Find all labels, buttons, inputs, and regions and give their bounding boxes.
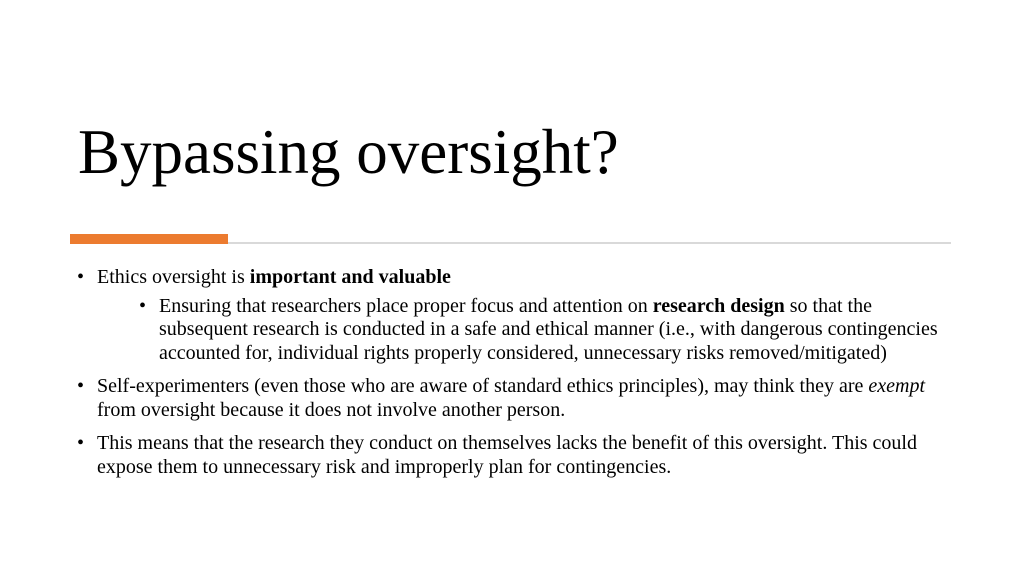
bullet-text-after: from oversight because it does not involve another person. bbox=[97, 398, 566, 421]
sub-bullet-text-after: so that the subsequent research is conducted in a safe and ethical manner (i.e., with dangerous contingencies accounted for, individual rights properly considered, unnecessary risks removed/mitigated) bbox=[159, 294, 938, 364]
bullet-bold-text: important and valuable bbox=[249, 266, 451, 288]
bullet-dot: • bbox=[77, 375, 85, 397]
sub-bullet-bold-text: research design bbox=[652, 294, 785, 317]
bullet-self-experimenters bbox=[74, 375, 954, 422]
slide-title: Bypassing oversight? bbox=[78, 117, 619, 187]
bullet-dot: • bbox=[77, 432, 85, 454]
bullet-list bbox=[74, 266, 954, 489]
bullet-text: Self-experimenters (even those who are aware of standard ethics principles), may think they are bbox=[97, 375, 869, 397]
title-accent-bar bbox=[70, 234, 228, 244]
bullet-text: This means that the research they conduct on themselves lacks the benefit of this oversight. This could expose them to unnecessary risk and improperly plan for contingencies. bbox=[97, 432, 917, 478]
bullet-ethics-oversight bbox=[74, 266, 954, 365]
bullet-dot: • bbox=[77, 266, 85, 288]
sub-bullet-research-design bbox=[137, 295, 954, 366]
sub-bullet-dot: • bbox=[139, 294, 147, 317]
sub-bullet-text: Ensuring that researchers place proper focus and attention on bbox=[159, 294, 653, 317]
bullet-italic-text: exempt bbox=[868, 375, 926, 397]
bullet-text: Ethics oversight is bbox=[97, 266, 250, 288]
bullet-research-lacks-benefit bbox=[74, 432, 954, 479]
